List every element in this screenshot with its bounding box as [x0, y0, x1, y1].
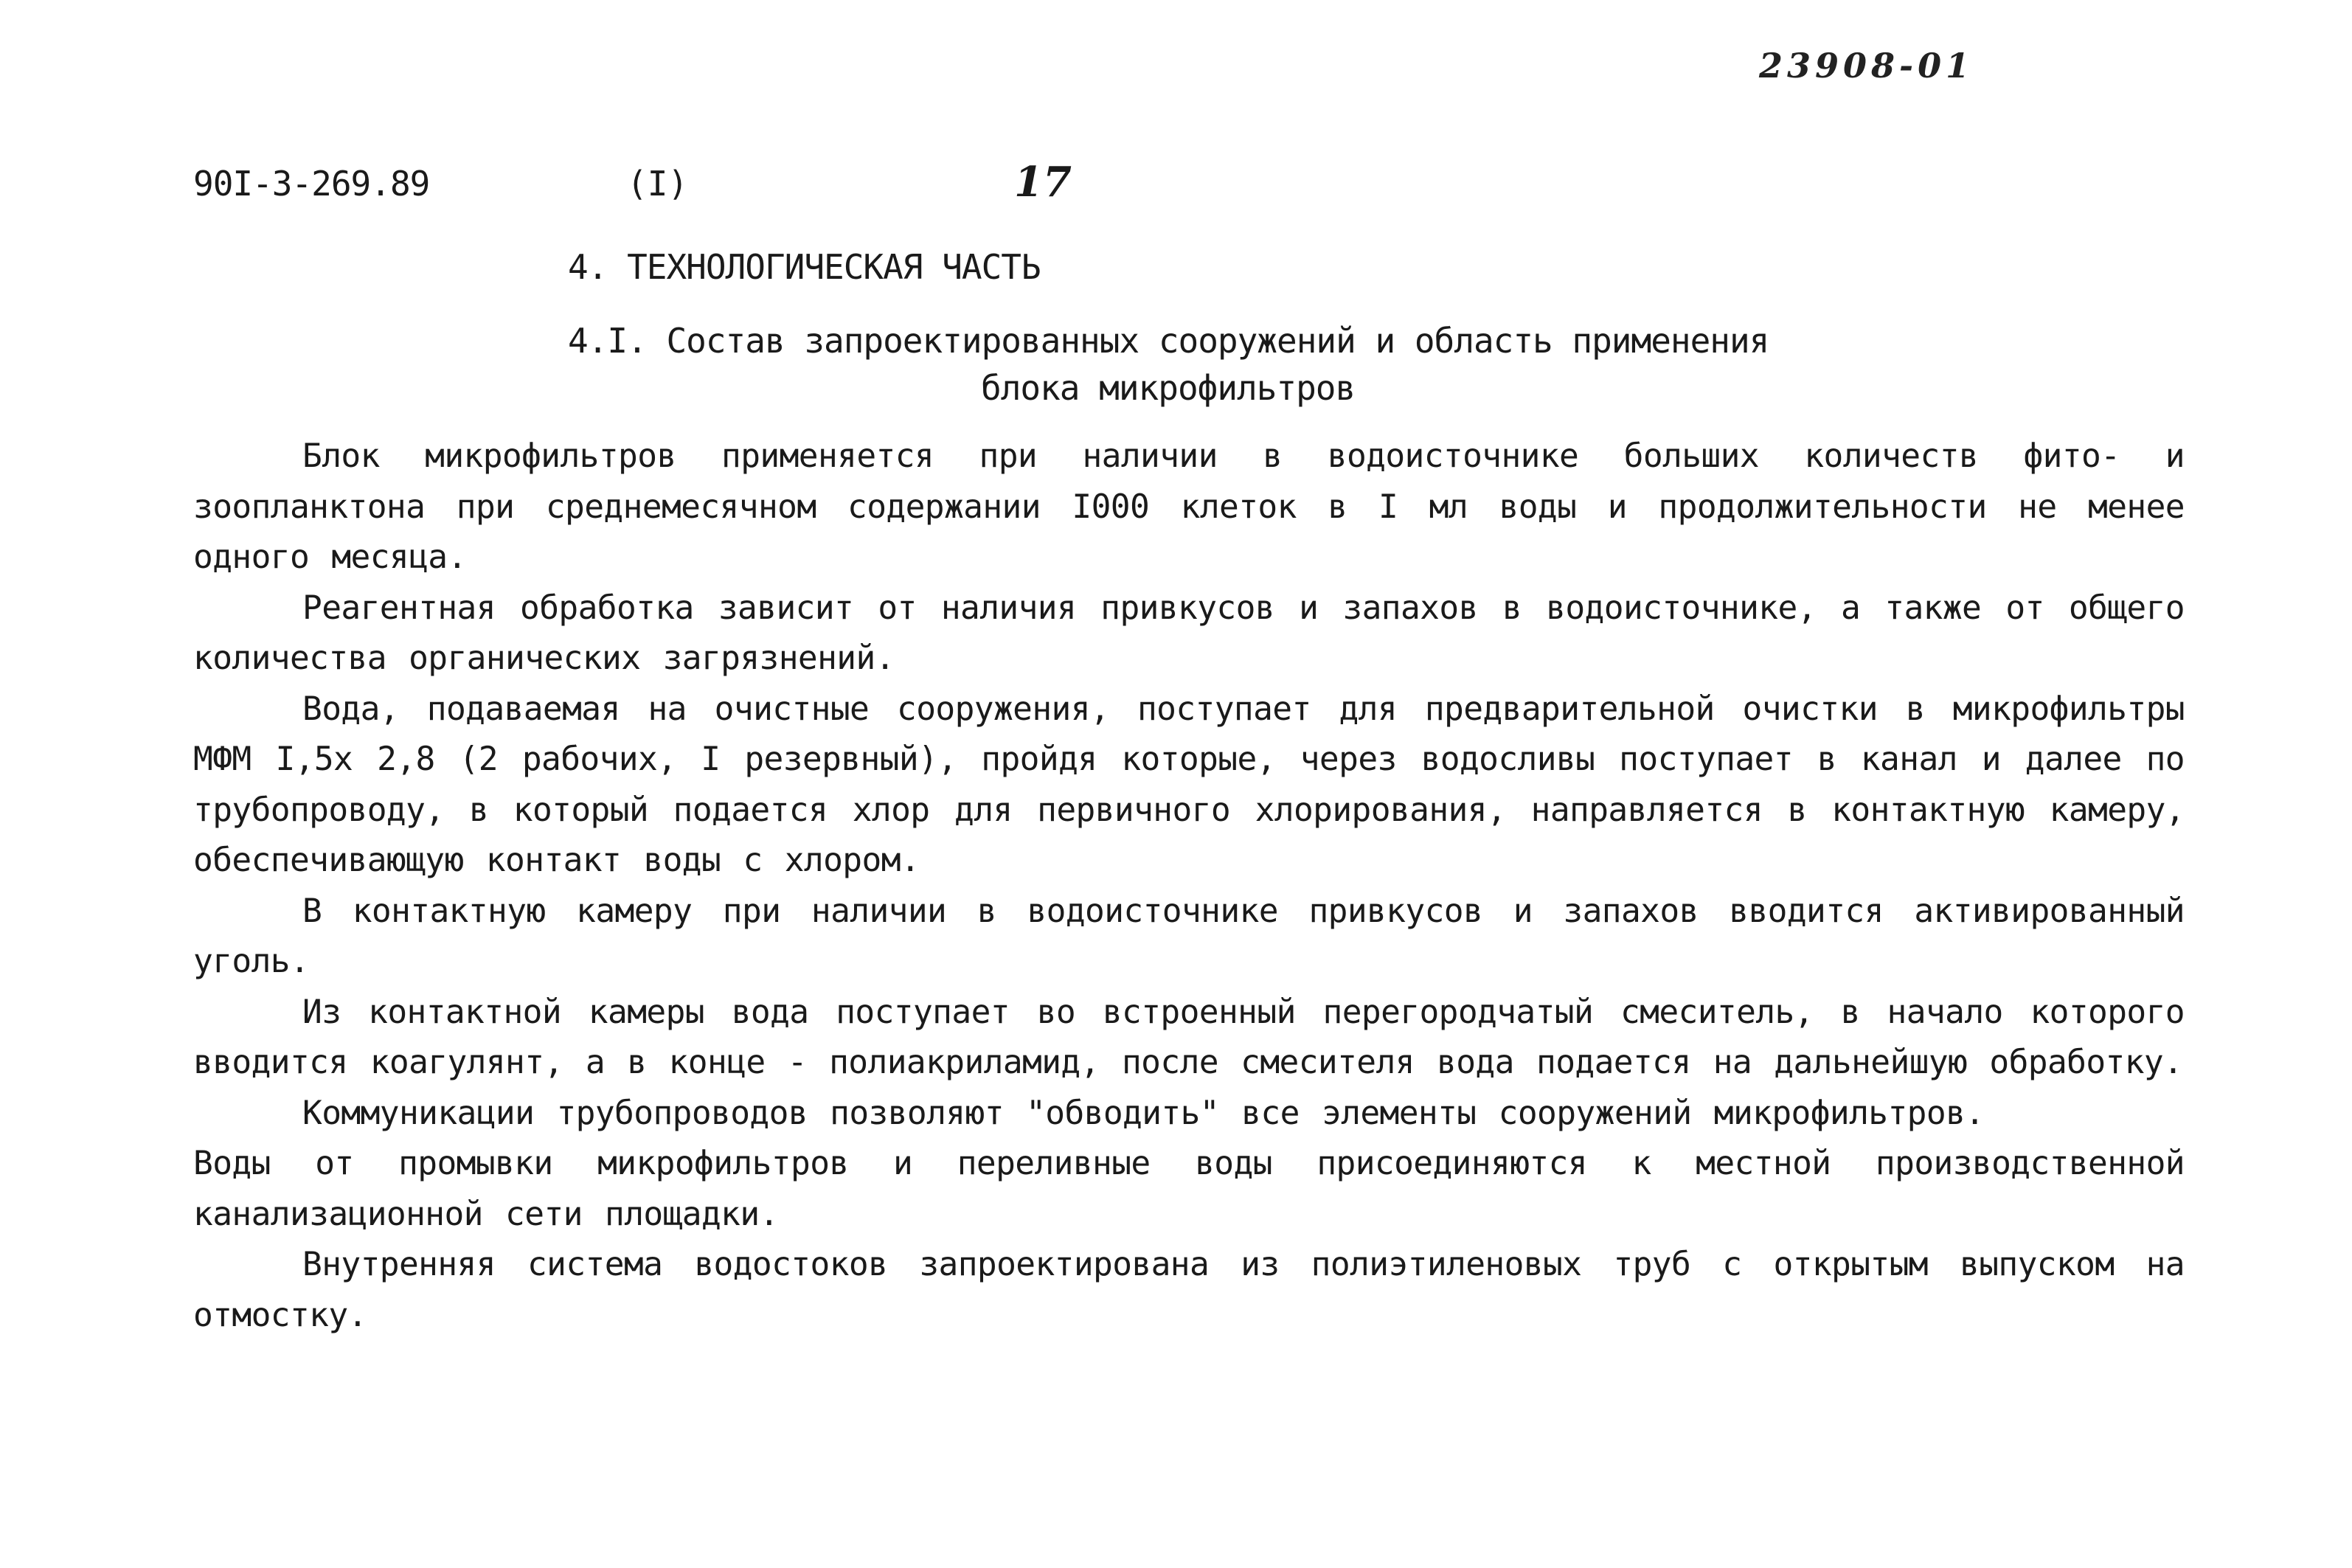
paragraph-microfilter-usage: Блок микрофильтров применяется при наличии в водоисточнике больших количеств фито- и зоопланктона при среднемесячном содержании I000 клеток в I мл воды и продолжительности не менее одного месяца.	[193, 437, 2185, 576]
page-number: 17	[1014, 158, 1072, 207]
paragraph-mixer: Из контактной камеры вода поступает во встроенный перегородчатый смеситель, в начало которого вводится коагулянт, а в конце - полиакриламид, после смесителя вода подается на дальнейшую обработку.	[193, 993, 2185, 1081]
paragraph-wash-water: Воды от промывки микрофильтров и переливные воды присоединяются к местной производственной канализационной сети площадки.	[193, 1145, 2185, 1233]
section-title: 4. ТЕХНОЛОГИЧЕСКАЯ ЧАСТЬ	[568, 247, 1041, 287]
subsection-title-line1: 4.I. Состав запроектированных сооружений и область применения	[568, 321, 1769, 361]
paragraph-water-flow: Вода, подаваемая на очистные сооружения, поступает для предварительной очистки в микрофильтры МФМ I,5х 2,8 (2 рабочих, I резервный), пройдя которые, через водосливы поступает в канал и далее по трубопроводу, в который подается хлор для первичного хлорирования, направляется в контактную камеру, обеспечивающую контакт воды с хлором.	[193, 690, 2185, 879]
subsection-title	[568, 317, 1836, 412]
paragraph-pipeline-bypass: Коммуникации трубопроводов позволяют "обводить" все элементы сооружений микрофильтров.	[302, 1094, 1985, 1132]
subsection-title-line2: блока микрофильтров	[981, 368, 1356, 408]
body-text	[193, 431, 2185, 1341]
paragraph-contact-chamber: В контактную камеру при наличии в водоисточнике привкусов и запахов вводится активированный уголь.	[193, 892, 2185, 980]
document-part: (I)	[627, 164, 689, 204]
archive-number: 23908-01	[1759, 46, 1974, 86]
document-code: 90I-3-269.89	[193, 164, 430, 204]
paragraph-drainage: Внутренняя система водостоков запроектирована из полиэтиленовых труб с открытым выпуском на отмостку.	[193, 1246, 2185, 1334]
paragraph-reagent-treatment: Реагентная обработка зависит от наличия привкусов и запахов в водоисточнике, а также от общего количества органических загрязнений.	[193, 589, 2185, 677]
